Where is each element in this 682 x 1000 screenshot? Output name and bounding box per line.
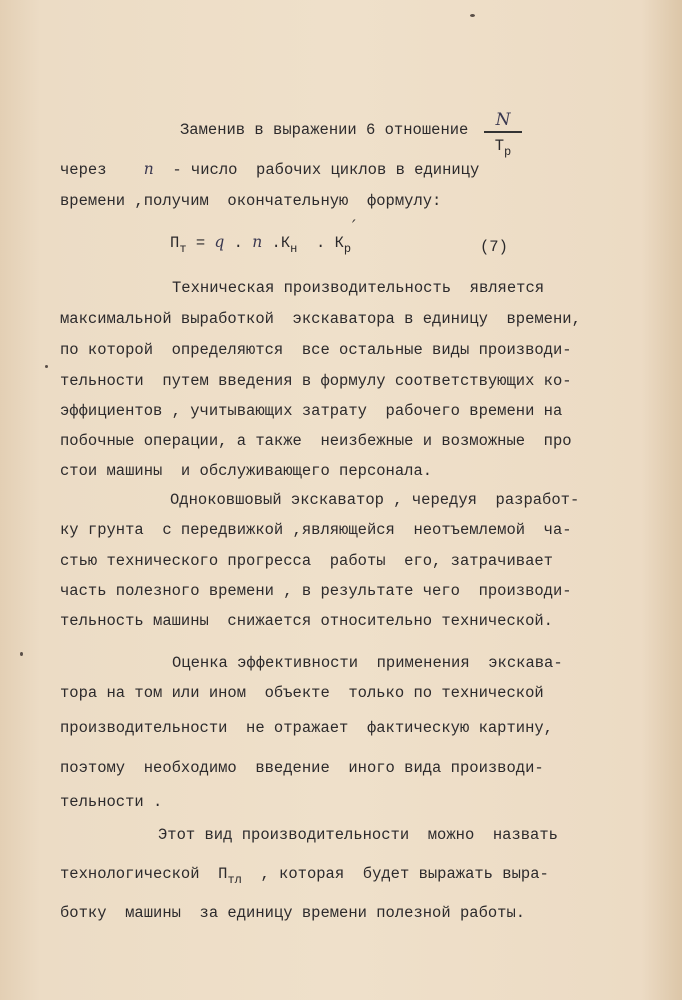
fraction-denominator: $Т_р$ <box>494 137 512 159</box>
text-line: ботку машины за единицу времени полезной работы. <box>60 904 526 922</box>
text-line: Одноковшовый экскаватор , чередуя разработ- <box>170 491 580 509</box>
text-line: технологической $П_{тл}$ , которая будет выражать выра- <box>60 865 549 887</box>
fraction-bar <box>484 131 522 133</box>
text-line: Заменив в выражении 6 отношение <box>180 121 469 139</box>
text-line: времени ,получим окончательную формулу: <box>60 192 442 210</box>
text-line: Оценка эффективности применения экскава- <box>172 654 563 672</box>
text-line: производительности не отражает фактическую картину, <box>60 719 553 737</box>
text-line: тора на том или ином объекте только по технической <box>60 684 544 702</box>
text-line: тельности путем введения в формулу соответствующих ко- <box>60 372 572 390</box>
text-line: Этот вид производительности можно назвать <box>158 826 558 844</box>
text-line: эффициентов , учитывающих затрату рабочего времени на <box>60 402 563 420</box>
fraction-numerator: N <box>495 110 511 130</box>
text-line: по которой определяются все остальные виды производи- <box>60 341 572 359</box>
text-line: побочные операции, а также неизбежные и возможные про <box>60 432 572 450</box>
text-line: тельность машины снижается относительно технической. <box>60 612 553 630</box>
text-line: стои машины и обслуживающего персонала. <box>60 462 433 480</box>
text-line: ку грунта с передвижкой ,являющейся неотъемлемой ча- <box>60 521 572 539</box>
variable-n: n <box>143 160 154 178</box>
formula-7: $П_т = q$ . n $.К_н$ . $К_р$ <box>170 233 352 256</box>
text-line: тельности . <box>60 793 163 811</box>
formula-prime: ′ <box>352 216 356 235</box>
text-line: через n - число рабочих циклов в единицу <box>60 160 480 179</box>
text-line: Техническая производительность является <box>172 279 545 297</box>
text-line: стью технического прогресса работы его, затрачивает <box>60 552 553 570</box>
fraction-n-over-tp <box>484 110 522 159</box>
paper-speck <box>45 365 48 368</box>
text-line: часть полезного времени , в результате чего производи- <box>60 582 572 600</box>
text-line: максимальной выработкой экскаватора в единицу времени, <box>60 310 581 328</box>
text-line: поэтому необходимо введение иного вида производи- <box>60 759 544 777</box>
paper-speck <box>470 14 475 17</box>
paper-speck <box>20 652 23 656</box>
formula-number: (7) <box>480 238 508 256</box>
